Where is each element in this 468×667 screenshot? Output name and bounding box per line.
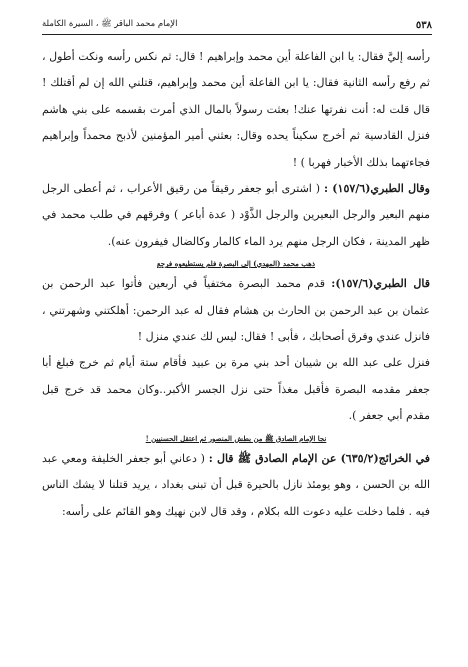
paragraph-3-text: قدم محمد البصرة مختفياً في أربعين فأتوا عبد الرحمن بن عثمان بن عبد الرحمن بن الحارث بن هشام فقال له عبد الرحمن: أهلكتني وشهرتني ، فانزل عندي وفرق أصحابك ، فأبى ! فقال: ليس لك عندي منزل ! (42, 277, 430, 344)
section-heading-1 (42, 257, 430, 270)
paragraph-1: رأسه إليَّ فقال: يا ابن الفاعلة أين محمد وإبراهيم ! قال: ثم نكس رأسه ونكت أطول ، ثم رفع رأسه الثانية فقال: يا ابن الفاعلة أين محمد وإبراهيم، قتلني الله إن لم أقتلك ! قال قلت له: أنت نفرتها عنك! بعثت رسولاً بالمال الذي أمرت بقسمه على بني هاشم فنزل القادسية ثم أخرج سكيناً يحده وقال: بعثني أمير المؤمنين لأذبح محمداً وإبراهيم فجاءتهما بذلك الأخبار فهربا ) ! (42, 50, 430, 169)
page-number: ٥٣٨ (415, 19, 432, 31)
paragraph-5 (42, 446, 430, 525)
paragraph-4: فنزل على عبد الله بن شيبان أحد بني مرة بن عبيد فأقام ستة أيام ثم خرج فبلغ أبا جعفر مقدمه البصرة فأقبل مغذاً حتى نزل الجسر الأكبر..وكان محمد قد خرج قبل مقدم أبي جعفر ). (42, 356, 430, 423)
running-header (42, 18, 432, 35)
paragraph-2-lead: وقال الطبري(١٥٧/٦) : (324, 182, 430, 196)
section-heading-2-text: نجا الإمام الصادق ﷺ من بطش المنصور ثم اعتقل الحسنيين ! (145, 433, 327, 443)
paragraph-2 (42, 176, 430, 255)
paragraph-3 (42, 271, 430, 350)
paragraph-2-text: ( اشترى أبو جعفر رقيقاً من رقيق الأعراب ، ثم أعطى الرجل منهم البعير والرجل البعيرين والرجل الذَّوْد ( عدة أباعر ) وفرقهم في طلب محمد في ظهر المدينة ، فكان الرجل منهم يرد الماء كالمار وكالضال فيفرون عنه). (42, 182, 430, 248)
running-title: الإمام محمد الباقر ﷺ ، السيرة الكاملة (42, 19, 178, 29)
page-body (42, 44, 430, 525)
section-heading-1-text: ذهب محمد (المهدي) إلى البصرة فلم يستطيعوه فرجع (157, 259, 315, 269)
paragraph-3-lead: قال الطبري(١٥٧/٦): (331, 277, 430, 291)
section-heading-2 (42, 432, 430, 445)
paragraph-5-text: ( دعاني أبو جعفر الخليفة ومعي عبد الله بن الحسن ، وهو يومئذ نازل بالحيرة قبل أن تبنى بغداد ، يريد قتلنا لا يشك الناس فيه . فلما دخلت عليه دعوت الله بكلام ، وقد قال لابن نهيك وهو القائم على رأسه: (42, 451, 430, 518)
paragraph-5-lead: في الخرائج(٦٣٥/٢) عن الإمام الصادق ﷺ قال : (208, 451, 430, 465)
